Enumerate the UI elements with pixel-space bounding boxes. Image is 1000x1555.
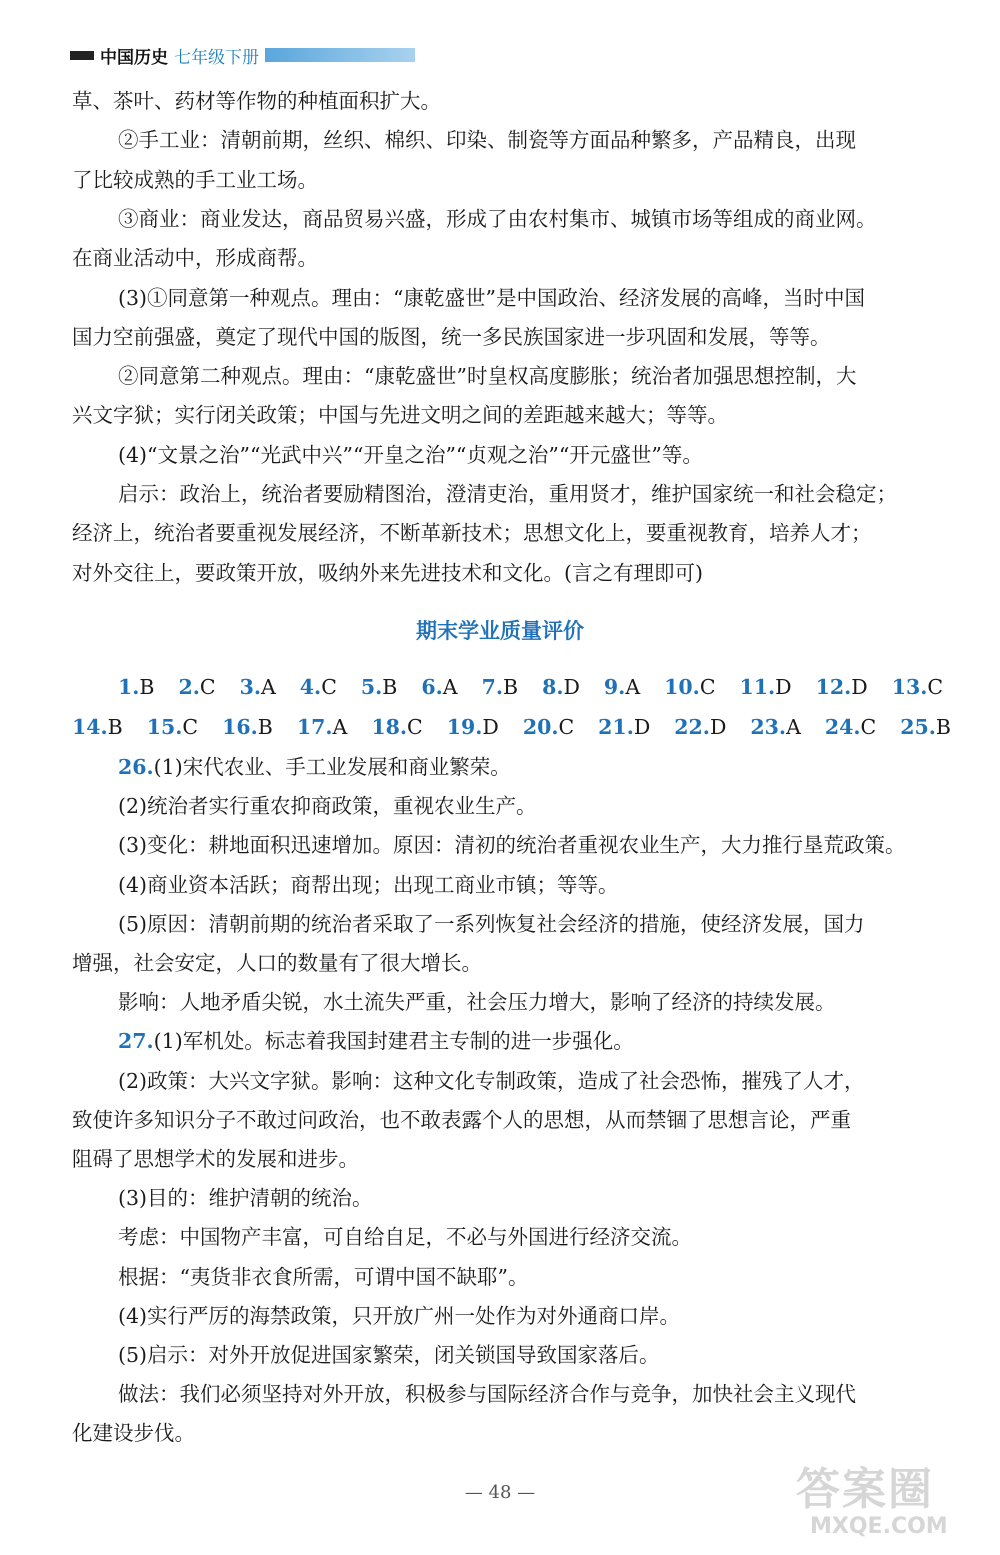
question-number: 14. [72,715,108,739]
mc-answer [72,715,123,739]
text-line [0,948,1000,978]
mc-answer [523,715,574,739]
answer-letter: B [503,675,519,699]
mc-answer [664,675,715,699]
watermark-logo [796,1466,986,1548]
text-line [0,987,1000,1017]
question-number: 12. [815,675,852,699]
question-number: 24. [824,715,861,739]
page-number: — 48 — [464,1482,536,1503]
question-number: 23. [750,715,787,739]
question-number: 20. [522,715,559,739]
mc-answer [892,675,943,699]
page-header [70,42,415,68]
line-text: (5)启示：对外开放促进国家繁荣，闭关锁国导致国家落后。 [118,1343,660,1367]
line-text: 化建设步伐。 [72,1421,195,1446]
answer-letter: B [257,715,273,739]
text-line: 了比较成熟的手工业工场。 [72,167,318,192]
text-line [0,909,1000,939]
text-line [0,1379,1000,1409]
line-text: (3)目的：维护清朝的统治。 [118,1186,373,1211]
text-line [0,1262,1000,1292]
answer-letter: B [107,715,123,739]
answer-letter: B [139,675,155,699]
mc-answer [825,715,876,739]
answers-row-1 [0,672,1000,702]
text-line: ③商业：商业发达，商品贸易兴盛，形成了由农村集市、城镇市场等组成的商业网。 [118,206,877,231]
answer-letter: A [625,675,641,699]
question-number: 5. [360,675,383,699]
mc-answer [300,675,337,699]
text-line: 兴文字狱；实行闭关政策；中国与先进文明之间的差距越来越大；等等。 [72,403,728,428]
line-text: (2)政策：大兴文字狱。影响：这种文化专制政策，造成了社会恐怖，摧残了人才， [118,1068,865,1093]
question-number: 26. [118,755,154,779]
mc-answer [482,675,518,699]
question-number: 22. [674,715,710,739]
question-number: 25. [900,715,936,739]
header-grade: 七年级下册 [174,47,259,68]
line-text: 致使许多知识分子不敢过问政治，也不敢表露个人的思想，从而禁锢了思想言论，严重 [72,1107,851,1132]
line-text: 阻碍了思想学术的发展和进步。 [72,1147,359,1171]
text-line: 启示：政治上，统治者要励精图治，澄清吏治，重用贤才，维护国家统一和社会稳定； [118,482,897,506]
answer-letter: D [482,715,499,739]
line-text: 影响：人地矛盾尖锐，水土流失严重，社会压力增大，影响了经济的持续发展。 [118,990,836,1015]
mc-answer [900,715,951,739]
mc-answer [542,675,580,699]
text-line [0,1026,1000,1056]
text-line [0,1144,1000,1174]
question-number: 21. [598,715,634,739]
answer-letter: A [442,675,458,699]
header-bar-left [70,51,94,60]
text-line: (4)“文景之治”“光武中兴”“开皇之治”“贞观之治”“开元盛世”等。 [118,442,703,467]
question-number: 8. [542,675,564,699]
question-number: 16. [222,715,258,739]
answer-letter: D [563,675,580,699]
section-title: 期末学业质量评价 [416,619,584,643]
line-text: (4)商业资本活跃；商帮出现；出现工商业市镇；等等。 [118,872,619,897]
mc-answer [598,715,650,739]
question-number: 17. [296,715,333,739]
text-line: 在商业活动中，形成商帮。 [72,246,318,271]
answer-letter: C [699,675,716,699]
mc-answer [750,715,800,739]
mc-answer [297,715,347,739]
text-line: 草、茶叶、药材等作物的种植面积扩大。 [72,89,441,113]
question-number: 13. [891,675,928,699]
mc-answer [361,675,397,699]
header-bar-right [265,48,415,62]
question-number: 15. [146,715,183,739]
question-number: 1. [118,675,140,699]
text-line [0,752,1000,782]
watermark-url: MXQE.COM [810,1514,948,1539]
watermark-text: 答案圈 [796,1464,934,1515]
text-line [0,830,1000,860]
text-line: 经济上，统治者要重视发展经济，不断革新技术；思想文化上，要重视教育，培养人才； [72,521,872,546]
mc-answer [740,675,792,699]
mc-answer [816,675,868,699]
question-number: 19. [446,715,483,739]
answer-letter: B [935,715,951,739]
mc-answer [178,675,215,699]
question-number: 3. [239,675,261,699]
answer-letter: C [407,715,423,739]
line-text: (4)实行严厉的海禁政策，只开放广州一处作为对外通商口岸。 [118,1303,681,1328]
question-number: 18. [371,715,408,739]
answer-letter: C [927,675,944,699]
answer-letter: D [851,675,868,699]
answer-letter: C [321,675,337,699]
mc-answer [118,675,154,699]
text-line: 对外交往上，要政策开放，吸纳外来先进技术和文化。(言之有理即可) [72,560,703,585]
line-text: (3)变化：耕地面积迅速增加。原因：清初的统治者重视农业生产，大力推行垦荒政策。 [118,833,906,858]
text-line [0,1183,1000,1213]
mc-answer [674,715,726,739]
text-line [0,1066,1000,1096]
mc-answer [447,715,499,739]
text-line [0,1222,1000,1252]
line-text: (5)原因：清朝前期的统治者采取了一系列恢复社会经济的措施，使经济发展，国力 [118,911,865,936]
question-number: 2. [178,675,200,699]
mc-answer [222,715,273,739]
text-line: ②同意第二种观点。理由：“康乾盛世”时皇权高度膨胀；统治者加强思想控制，大 [118,364,857,389]
question-number: 9. [603,675,626,699]
answers-row-2 [0,712,1000,742]
answer-letter: A [260,675,276,699]
answer-letter: C [558,715,575,739]
answer-letter: D [775,675,792,699]
question-number: 11. [739,675,776,699]
answer-letter: A [332,715,348,739]
mc-answer [147,715,198,739]
mc-answer [421,675,457,699]
text-line [0,1340,1000,1370]
line-text: 增强，社会安定，人口的数量有了很大增长。 [72,951,482,975]
answer-letter: C [860,715,877,739]
header-subject: 中国历史 [100,47,168,68]
line-text: 做法：我们必须坚持对外开放，积极参与国际经济合作与竞争，加快社会主义现代 [118,1382,856,1407]
line-text: 根据：“夷货非衣食所需，可谓中国不缺耶”。 [118,1264,529,1289]
question-number: 4. [299,675,322,699]
answer-letter: B [382,675,398,699]
text-line: 国力空前强盛，奠定了现代中国的版图，统一多民族国家进一步巩固和发展，等等。 [72,324,831,349]
answer-letter: D [633,715,651,739]
line-text: (1)宋代农业、手工业发展和商业繁荣。 [153,755,511,779]
question-number: 10. [664,675,700,699]
text-line [0,870,1000,900]
answer-letter: A [786,715,801,739]
line-text: 考虑：中国物产丰富，可自给自足，不必与外国进行经济交流。 [118,1225,692,1250]
question-number: 6. [421,675,443,699]
text-line: ②手工业：清朝前期，丝织、棉织、印染、制瓷等方面品种繁多，产品精良，出现 [118,128,856,153]
mc-answer [604,675,640,699]
text-line [0,1105,1000,1135]
line-text: (1)军机处。标志着我国封建君主专制的进一步强化。 [153,1029,634,1054]
text-line: (3)①同意第一种观点。理由：“康乾盛世”是中国政治、经济发展的高峰，当时中国 [118,285,865,310]
answer-letter: C [199,675,216,699]
question-number: 7. [481,675,503,699]
question-number: 27. [118,1029,154,1054]
answer-letter: C [182,715,199,739]
answer-letter: D [709,715,727,739]
text-line [0,1418,1000,1448]
mc-answer [371,715,422,739]
text-line [0,1301,1000,1331]
mc-answer [240,675,276,699]
text-line [0,791,1000,821]
line-text: (2)统治者实行重农抑商政策，重视农业生产。 [118,794,537,819]
